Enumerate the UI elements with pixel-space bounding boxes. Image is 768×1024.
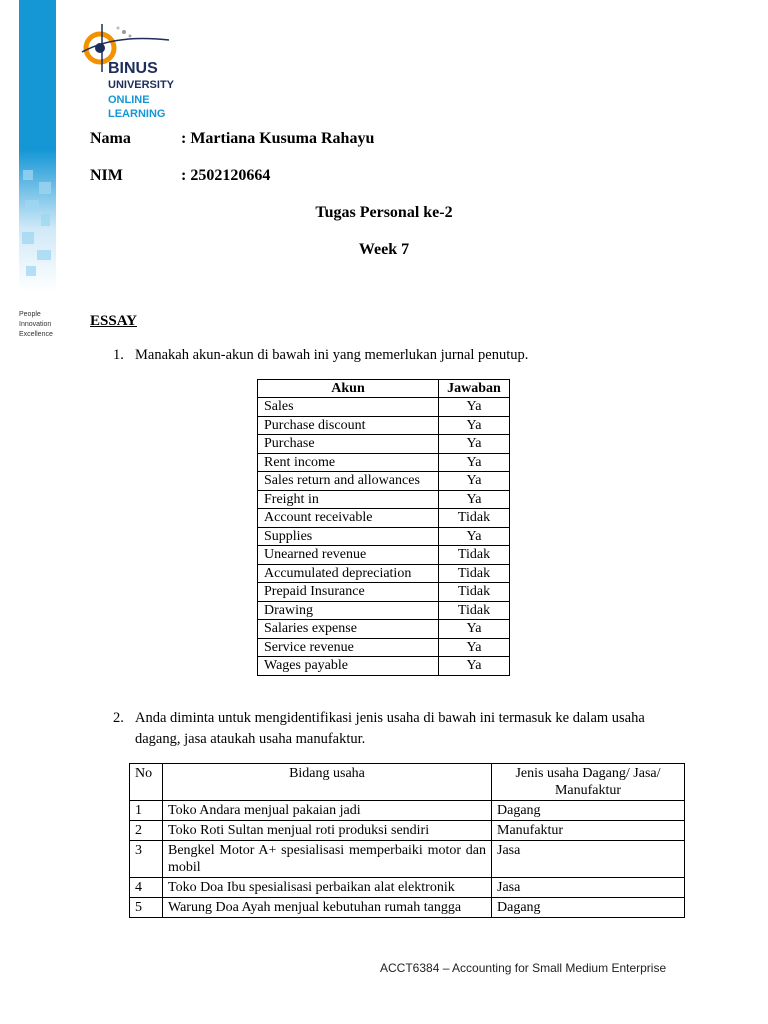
business-type-table [129,763,685,918]
jawaban-cell: Tidak [439,564,510,583]
table-row [130,898,685,918]
tagline-people: People [19,311,41,318]
name-value: : Martiana Kusuma Rahayu [181,130,375,147]
question-1-text: Manakah akun-akun di bawah ini yang memerlukan jurnal penutup. [135,347,529,363]
bidang-cell: Toko Roti Sultan menjual roti produksi sendiri [163,821,492,841]
question-2-text-line1: Anda diminta untuk mengidentifikasi jenis usaha di bawah ini termasuk ke dalam usaha [135,710,645,726]
table-row [130,821,685,841]
table-row [258,601,510,620]
column-header-no: No [130,764,163,801]
footer-course: ACCT6384 – Accounting for Small Medium Enterprise [380,961,667,975]
jawaban-cell: Tidak [439,601,510,620]
logo-university: UNIVERSITY [108,79,175,91]
jawaban-cell: Ya [439,620,510,639]
closing-journal-table [257,379,510,676]
table-row [258,490,510,509]
column-header-jawaban: Jawaban [439,380,510,398]
jawaban-cell: Ya [439,453,510,472]
jawaban-cell: Ya [439,416,510,435]
no-cell: 1 [130,801,163,821]
logo-learning: LEARNING [108,108,166,120]
jawaban-cell: Ya [439,527,510,546]
column-header-akun: Akun [258,380,439,398]
tagline-excellence: Excellence [19,331,53,338]
table-row [258,435,510,454]
bidang-cell: Warung Doa Ayah menjual kebutuhan rumah tangga [163,898,492,918]
logo-binus: BINUS [108,60,158,77]
name-label: Nama [90,130,131,147]
nim-label: NIM [90,167,123,184]
question-1-number: 1. [113,347,124,363]
jawaban-cell: Ya [439,657,510,676]
table-row [258,546,510,565]
jawaban-cell: Tidak [439,583,510,602]
table-row [258,657,510,676]
akun-cell: Prepaid Insurance [258,583,439,602]
binus-logo [74,18,184,124]
akun-cell: Accumulated depreciation [258,564,439,583]
bidang-cell: Bengkel Motor A+ spesialisasi memperbaiki motor dan mobil [163,841,492,878]
no-cell: 5 [130,898,163,918]
jawaban-cell: Tidak [439,546,510,565]
akun-cell: Unearned revenue [258,546,439,565]
akun-cell: Sales [258,398,439,417]
jenis-cell: Dagang [492,801,685,821]
column-header-jenis: Jenis usaha Dagang/ Jasa/ Manufaktur [492,764,685,801]
column-header-bidang: Bidang usaha [163,764,492,801]
table-row [258,416,510,435]
bidang-cell: Toko Doa Ibu spesialisasi perbaikan alat elektronik [163,878,492,898]
akun-cell: Account receivable [258,509,439,528]
bidang-cell: Toko Andara menjual pakaian jadi [163,801,492,821]
section-heading: ESSAY [90,313,137,329]
jenis-cell: Jasa [492,878,685,898]
table-row [258,509,510,528]
jawaban-cell: Ya [439,638,510,657]
jenis-cell: Manufaktur [492,821,685,841]
akun-cell: Salaries expense [258,620,439,639]
jawaban-cell: Ya [439,490,510,509]
jawaban-cell: Ya [439,472,510,491]
tagline [19,310,53,340]
question-2-text-line2: dagang, jasa ataukah usaha manufaktur. [135,731,366,747]
akun-cell: Purchase discount [258,416,439,435]
akun-cell: Drawing [258,601,439,620]
table-row [258,583,510,602]
logo-online: ONLINE [108,94,150,106]
jawaban-cell: Ya [439,435,510,454]
table-row [258,527,510,546]
nim-value: : 2502120664 [181,167,271,184]
table-row [130,878,685,898]
jawaban-cell: Ya [439,398,510,417]
jawaban-cell: Tidak [439,509,510,528]
table-row [258,620,510,639]
table-row [258,472,510,491]
akun-cell: Rent income [258,453,439,472]
table-row [258,398,510,417]
jenis-cell: Jasa [492,841,685,878]
table-row [258,564,510,583]
no-cell: 2 [130,821,163,841]
akun-cell: Service revenue [258,638,439,657]
page-title: Tugas Personal ke-2 [315,204,453,221]
akun-cell: Sales return and allowances [258,472,439,491]
akun-cell: Wages payable [258,657,439,676]
akun-cell: Purchase [258,435,439,454]
jenis-cell: Dagang [492,898,685,918]
akun-cell: Freight in [258,490,439,509]
table-row [258,638,510,657]
question-2-number: 2. [113,710,124,726]
table-row [130,801,685,821]
table-row [258,453,510,472]
akun-cell: Supplies [258,527,439,546]
page-subtitle: Week 7 [358,241,410,258]
table-row [130,841,685,878]
tagline-innovation: Innovation [19,321,52,328]
no-cell: 3 [130,841,163,878]
no-cell: 4 [130,878,163,898]
